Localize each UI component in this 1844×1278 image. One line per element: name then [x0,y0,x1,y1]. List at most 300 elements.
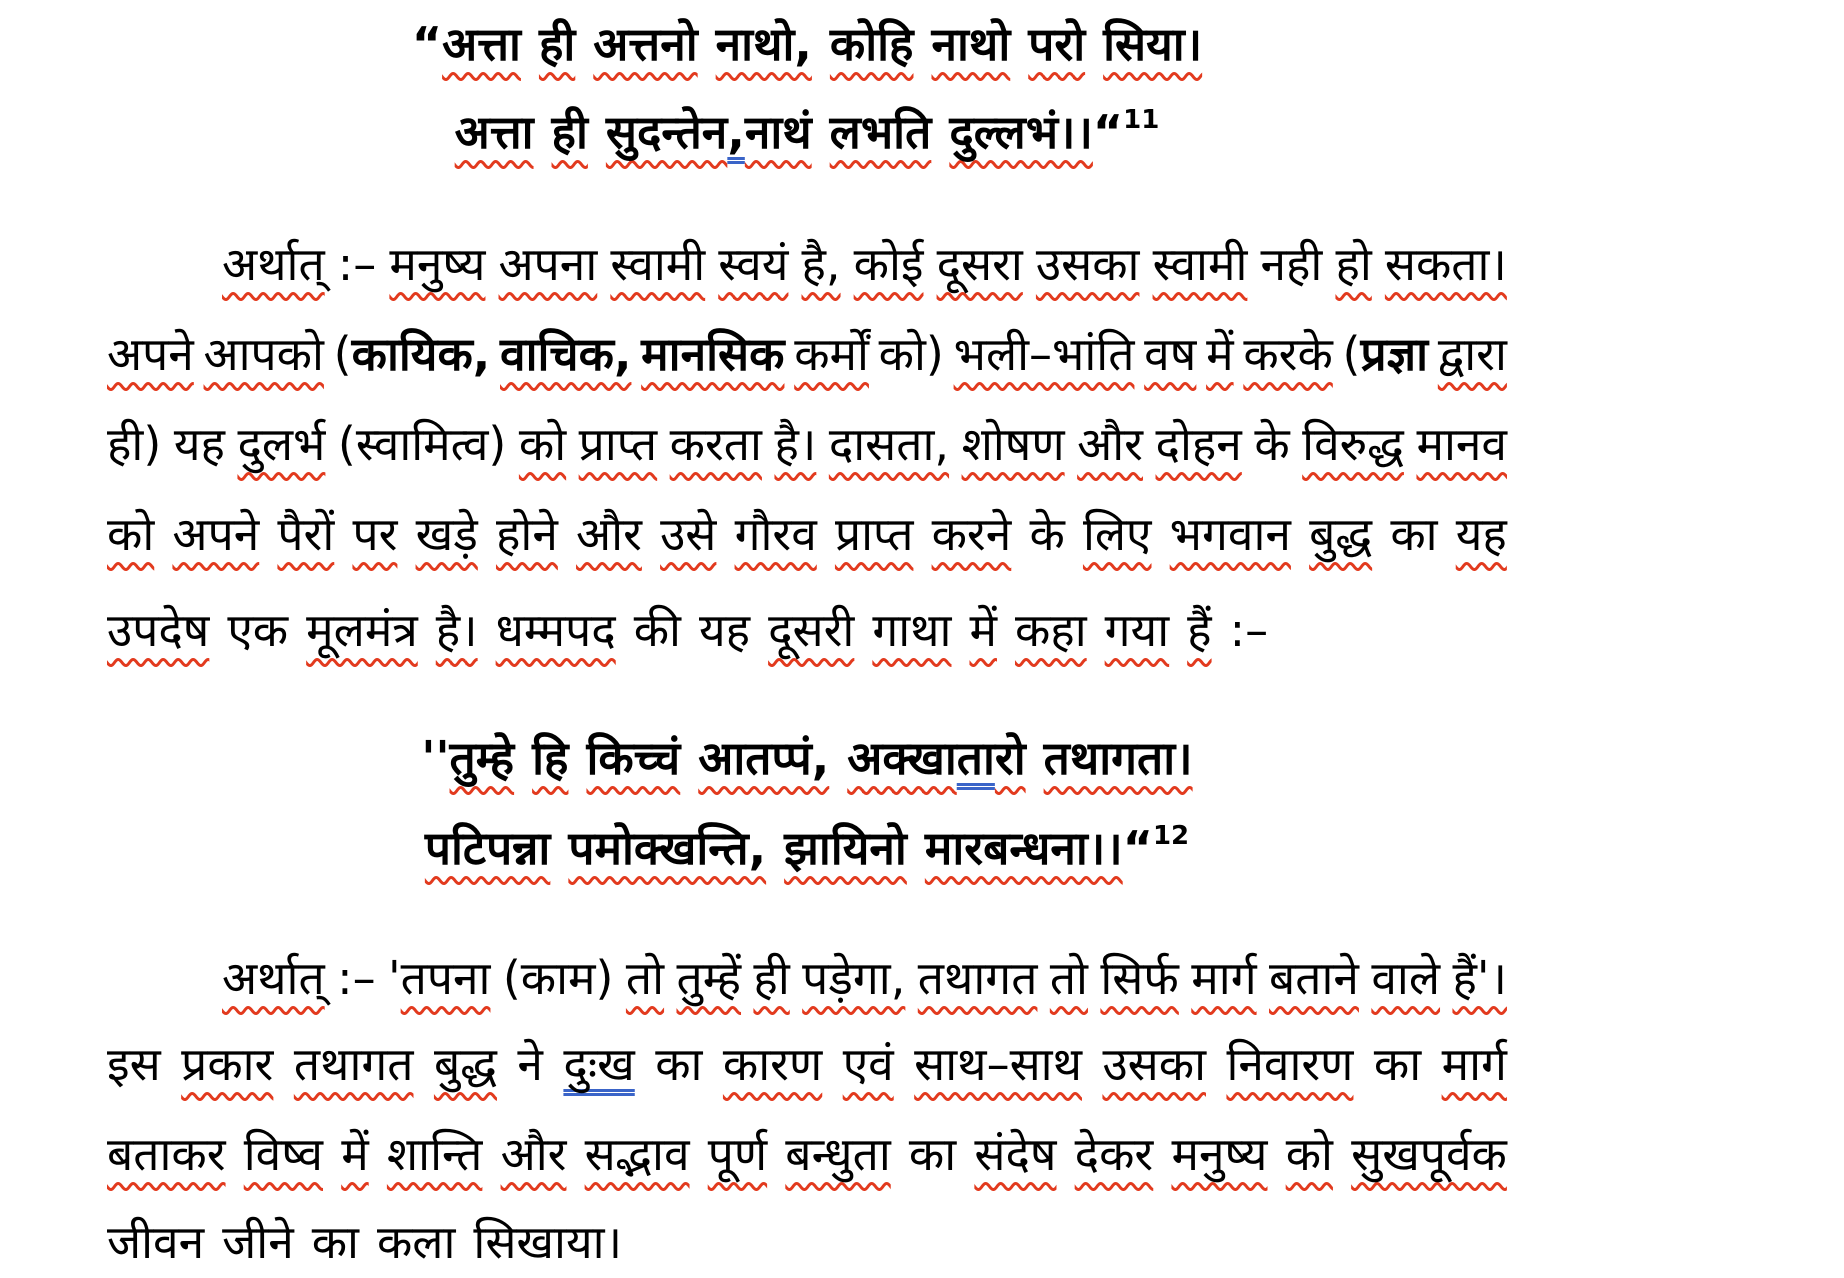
text: को) [878,327,944,381]
word [785,1118,890,1190]
word [1260,228,1322,300]
word [222,942,325,1014]
word [416,498,478,570]
word [1083,498,1152,570]
spellcheck-marked-text: करने [931,507,1012,561]
word [830,96,932,168]
spellcheck-marked-text: कर्मों [794,327,869,381]
word [377,1206,455,1278]
word [496,594,616,666]
footnote-reference: 11 [1123,105,1160,135]
spellcheck-marked-text: देकर [1074,1127,1154,1181]
word [735,498,817,570]
word [352,498,397,570]
spellcheck-marked-text: तथागत [293,1037,414,1091]
word [1170,498,1291,570]
spellcheck-marked-text: किच्चं [586,731,681,785]
word [568,812,766,884]
para-1-line-3 [107,408,1507,480]
spellcheck-marked-text: यह [1455,507,1507,561]
word [387,1118,483,1190]
word [676,942,741,1014]
word [222,228,325,300]
spellcheck-marked-text: सिया। [1103,17,1203,71]
word [716,8,812,80]
spellcheck-marked-text: स्वयं [718,237,789,291]
word [563,1028,634,1100]
word [237,408,325,480]
word [1390,498,1437,570]
spellcheck-marked-text: और [576,507,642,561]
text: का [311,1215,359,1269]
spellcheck-marked-text: साथ–साथ [914,1037,1082,1091]
word [499,228,598,300]
spellcheck-marked-text: मार्ग [1191,951,1257,1005]
word [576,498,642,570]
word [501,1118,567,1190]
word [107,1206,204,1278]
word [436,594,478,666]
word [854,228,924,300]
spellcheck-marked-text: तथागता। [1043,731,1193,785]
word [830,8,914,80]
text: ( [333,327,352,381]
para-2-line-2 [107,1028,1507,1100]
text: प्रज्ञा [1360,327,1429,381]
word [974,1118,1056,1190]
word [918,942,1038,1014]
spellcheck-marked-text: भली–भांति [953,327,1135,381]
spellcheck-marked-text: उसका [1035,237,1140,291]
spellcheck-marked-text: अपने [107,327,194,381]
spellcheck-marked-text: अपना [498,237,598,291]
word [425,812,551,884]
spellcheck-marked-text: ही [753,951,790,1005]
word [925,812,1189,884]
text: एक [227,603,289,657]
word [847,722,1025,794]
text: ' [388,951,401,1005]
word [1187,594,1211,666]
word [586,722,680,794]
word [1374,1028,1421,1100]
spellcheck-marked-text: वाले [1371,951,1441,1005]
spellcheck-marked-text: स्वामी [1152,237,1248,291]
spellcheck-marked-text: तुम्हें [676,951,742,1005]
spellcheck-marked-text: खड़े [415,507,478,561]
text: का [1390,507,1438,561]
text: यह [698,603,751,657]
word [334,318,491,390]
spellcheck-marked-text: गौरव [734,507,817,561]
spellcheck-marked-text: बुद्ध [1309,507,1373,561]
word [107,1028,161,1100]
spellcheck-marked-text: बताकर [107,1127,226,1181]
text: का [655,1037,703,1091]
spellcheck-marked-text: अत्तनो [593,17,698,71]
text: “ [1092,105,1124,159]
spellcheck-marked-text: है। [435,603,478,657]
spellcheck-marked-text: बताने [1269,951,1359,1005]
word [641,318,784,390]
word [473,1206,622,1278]
spellcheck-marked-text: लभति [829,105,932,159]
word [723,1028,822,1100]
word [634,594,681,666]
spellcheck-marked-text: शान्ति [386,1127,483,1181]
text: (स्वामित्व) [337,417,507,471]
spellcheck-marked-text: सकता। [1384,237,1507,291]
spellcheck-marked-text: मारबन्धना।। [924,821,1123,875]
word [421,722,514,794]
word [914,1028,1082,1100]
spellcheck-marked-text: पड़ेगा, [802,951,906,1005]
text: के [1029,507,1065,561]
word [1416,408,1507,480]
grammar-marked-text: ता [956,731,995,785]
word [1077,408,1143,480]
text: कायिक, [351,327,491,381]
text: ( [1342,327,1361,381]
spellcheck-marked-text: भगवान [1169,507,1291,561]
spellcheck-marked-text: द्वारा [1437,327,1507,381]
word [1103,8,1202,80]
word [412,8,521,80]
word [699,594,750,666]
word [294,1028,414,1100]
word [1100,942,1178,1014]
text: यह [173,417,225,471]
spellcheck-marked-text: सुखपूर्वक [1351,1127,1507,1181]
word [338,228,377,300]
word [107,1118,226,1190]
spellcheck-marked-text: और [1077,417,1143,471]
word [932,498,1012,570]
spellcheck-marked-text: उसे [660,507,717,561]
spellcheck-marked-text: अपने [172,507,260,561]
word [1206,318,1234,390]
word [1456,498,1507,570]
text: ने [517,1037,543,1091]
spellcheck-marked-text: तो [625,951,665,1005]
word [802,942,905,1014]
spellcheck-marked-text: करता [669,417,762,471]
para-2-line-4 [107,1206,1507,1278]
para-1-line-2 [107,318,1507,390]
word [774,408,816,480]
text: '' [421,731,450,785]
word [1230,594,1269,666]
word [174,408,225,480]
word [181,1028,273,1100]
spellcheck-marked-text: दासता, [828,417,950,471]
word [496,498,558,570]
spellcheck-marked-text: को [1285,1127,1333,1181]
para-1-line-1 [107,228,1507,300]
spellcheck-marked-text: को [518,417,567,471]
word [1438,318,1507,390]
spellcheck-marked-text: संदेष [974,1127,1057,1181]
word [500,318,631,390]
word [962,408,1065,480]
word [107,408,161,480]
spellcheck-marked-text: को [107,507,155,561]
word [768,594,854,666]
word [879,318,944,390]
spellcheck-marked-text: दुल्लभं।। [949,105,1093,159]
word [698,722,829,794]
word [1144,318,1196,390]
spellcheck-marked-text: मनुष्य [1171,1127,1268,1181]
spellcheck-marked-text: स्वामी [610,237,706,291]
spellcheck-marked-text: धम्मपद [495,603,616,657]
spellcheck-marked-text: बुद्ध [433,1037,497,1091]
spellcheck-marked-text: तुम्हे [449,731,515,785]
word [784,812,907,884]
word [389,228,485,300]
word [1171,1118,1267,1190]
spellcheck-marked-text: में [969,603,997,657]
text: का [1373,1037,1422,1091]
word [670,408,762,480]
spellcheck-marked-text: सुदन्तेन [605,105,728,159]
spellcheck-marked-text: अक्खा [847,731,957,785]
spellcheck-marked-text: आपको [203,327,324,381]
word [519,408,566,480]
spellcheck-marked-text: रो [994,731,1026,785]
text: सिखाया। [473,1215,623,1269]
spellcheck-marked-text: विरुद्ध [1302,417,1404,471]
word [503,942,614,1014]
spellcheck-marked-text: कहा [1014,603,1087,657]
spellcheck-marked-text: तो [1049,951,1088,1005]
word [1226,1028,1353,1100]
word [1102,1028,1206,1100]
spellcheck-marked-text: अत्ता [454,105,534,159]
word [1269,942,1359,1014]
word [969,594,997,666]
spellcheck-marked-text: अर्थात् [222,237,325,291]
word [1036,228,1140,300]
word [1385,228,1507,300]
spellcheck-marked-text: सिर्फ [1100,951,1179,1005]
word [843,1028,894,1100]
text: की [633,603,681,657]
spellcheck-marked-text: दूसरा [936,237,1023,291]
spellcheck-marked-text: हैं [1187,603,1212,657]
word [1075,1118,1154,1190]
grammar-marked-text: , [727,105,745,159]
word [1028,8,1085,80]
spellcheck-marked-text: में [341,1127,369,1181]
word [660,498,716,570]
spellcheck-marked-text: कोई [853,237,924,291]
text: :– [337,951,376,1005]
spellcheck-marked-text: वष [1144,327,1197,381]
word [606,96,812,168]
word [835,498,913,570]
spellcheck-marked-text: कारण [722,1037,823,1091]
word [1335,228,1371,300]
spellcheck-marked-text: होने [495,507,558,561]
spellcheck-marked-text: नाथो, [715,17,812,71]
verse-2-line-2 [107,812,1507,884]
spellcheck-marked-text: ही [538,17,576,71]
word [337,942,376,1014]
spellcheck-marked-text: तपना [400,951,491,1005]
spellcheck-marked-text: पटिपन्ना [424,821,551,875]
word [1153,228,1248,300]
spellcheck-marked-text: कोहि [829,17,914,71]
para-2-line-1 [107,942,1507,1014]
word [306,594,418,666]
word [931,8,1010,80]
verse-2-line-1 [107,722,1507,794]
word [222,1206,294,1278]
spellcheck-marked-text: पर [352,507,398,561]
spellcheck-marked-text: ही [551,105,588,159]
word [585,1118,690,1190]
word [909,1118,956,1190]
word [434,1028,497,1100]
spellcheck-marked-text: उपदेष [107,603,210,657]
grammar-marked-text: दुःख [563,1037,635,1091]
spellcheck-marked-text: मानसिक [641,327,785,381]
word [204,318,324,390]
word [341,1118,369,1190]
word [517,1028,543,1100]
spellcheck-marked-text: दोहन [1155,417,1242,471]
text: (काम) [502,951,614,1005]
spellcheck-marked-text: पमोक्खन्ति, [568,821,767,875]
spellcheck-marked-text: विष्व [243,1127,323,1181]
word [1044,722,1193,794]
word [107,594,209,666]
para-1-line-5 [107,594,1507,666]
word [872,594,951,666]
spellcheck-marked-text: गाथा [872,603,952,657]
word [937,228,1023,300]
spellcheck-marked-text: है। [774,417,817,471]
spellcheck-marked-text: सद्भाव [584,1127,690,1181]
word [277,498,334,570]
word [1351,1118,1507,1190]
word [1156,408,1242,480]
spellcheck-marked-text: दुलर्भ [237,417,326,471]
para-1-line-4 [107,498,1507,570]
word [1442,1028,1507,1100]
spellcheck-marked-text: शोषण [961,417,1065,471]
word [794,318,869,390]
word [552,96,588,168]
word [539,8,575,80]
word [1191,942,1256,1014]
text: :– [337,237,377,291]
spellcheck-marked-text: हि [532,731,569,785]
verse-1-line-1 [107,8,1507,80]
text: नही [1260,237,1323,291]
spellcheck-marked-text: निवारण [1226,1037,1354,1091]
spellcheck-marked-text: हैं'। [1452,951,1507,1005]
spellcheck-marked-text: है, [801,237,841,291]
text: :– [1229,603,1269,657]
text: “ [1122,821,1153,875]
word [455,96,534,168]
text: का [908,1127,957,1181]
word [579,408,657,480]
spellcheck-marked-text: एवं [842,1037,894,1091]
word [1015,594,1087,666]
spellcheck-marked-text: पैरों [277,507,335,561]
spellcheck-marked-text: प्रकार [181,1037,274,1091]
spellcheck-marked-text: अत्ता [442,17,521,71]
word [610,228,705,300]
spellcheck-marked-text: नाथं [744,105,812,159]
spellcheck-marked-text: उसका [1102,1037,1206,1091]
spellcheck-marked-text: मूलमंत्र [306,603,418,657]
spellcheck-marked-text: प्राप्त [834,507,914,561]
text: कला [376,1215,456,1269]
text: जीवन [107,1215,205,1269]
word [1302,408,1404,480]
word [954,318,1135,390]
word [1309,498,1372,570]
word [1105,594,1170,666]
text: जीने [222,1215,294,1269]
word [593,8,697,80]
spellcheck-marked-text: मनुष्य [389,237,486,291]
word [949,96,1159,168]
para-2-line-3 [107,1118,1507,1190]
word [244,1118,323,1190]
footnote-reference: 12 [1152,821,1190,851]
text: इस [107,1037,161,1091]
text: ही) [107,417,162,471]
word [829,408,949,480]
spellcheck-marked-text: तथागत [917,951,1038,1005]
word [753,942,789,1014]
verse-1-line-2 [107,96,1507,168]
word [172,498,259,570]
word [1029,498,1064,570]
word [388,942,490,1014]
spellcheck-marked-text: अर्थात् [222,951,325,1005]
spellcheck-marked-text: झायिनो [784,821,907,875]
word [1371,942,1440,1014]
spellcheck-marked-text: मानव [1416,417,1507,471]
text: के [1254,417,1290,471]
spellcheck-marked-text: पूर्ण [707,1127,768,1181]
spellcheck-marked-text: दूसरी [768,603,855,657]
word [1452,942,1507,1014]
spellcheck-marked-text: नाथो [931,17,1011,71]
spellcheck-marked-text: करके [1243,327,1333,381]
text: “ [411,17,443,71]
spellcheck-marked-text: और [500,1127,567,1181]
word [1254,408,1289,480]
word [107,318,194,390]
word [338,408,506,480]
spellcheck-marked-text: बन्धुता [785,1127,891,1181]
word [312,1206,359,1278]
word [532,722,568,794]
word [655,1028,702,1100]
spellcheck-marked-text: वाचिक, [500,327,632,381]
word [708,1118,767,1190]
word [107,498,154,570]
spellcheck-marked-text: हो [1335,237,1372,291]
word [802,228,841,300]
